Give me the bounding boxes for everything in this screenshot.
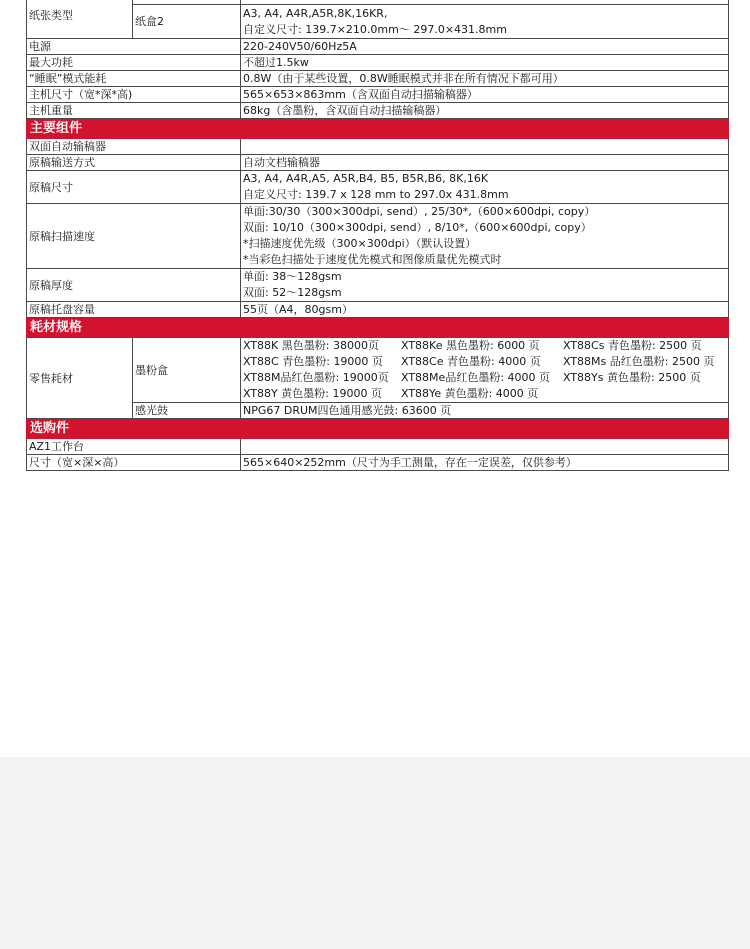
table-row [27, 338, 729, 403]
toner-item: XT88M品红色墨粉: 19000页 [243, 371, 389, 384]
toner-item: XT88Ce 青色墨粉: 4000 页 [401, 355, 541, 368]
spec-label: 最大功耗 [27, 55, 241, 71]
table-row [27, 204, 729, 269]
spec-label: 原稿尺寸 [27, 171, 241, 204]
spec-label: 主机尺寸（宽*深*高) [27, 87, 241, 103]
toner-item: XT88Cs 青色墨粉: 2500 页 [563, 339, 702, 352]
scan-speed-line: 单面:30/30（300×300dpi, send）, 25/30*,（600×600dpi, copy） [243, 205, 596, 218]
paper-type-label: 纸张类型 [27, 0, 133, 39]
spec-value [241, 139, 729, 155]
orig-size-line: A3, A4, A4R,A5, A5R,B4, B5, B5R,B6, 8K,16K [243, 172, 489, 185]
toner-item: XT88C 青色墨粉: 19000 页 [243, 355, 383, 368]
spec-value: 不超过1.5kw [241, 55, 729, 71]
spec-label: 原稿托盘容量 [27, 302, 241, 318]
spec-value: 68kg（含墨粉，含双面自动扫描输稿器） [241, 103, 729, 119]
tray2-sizes: A3, A4, A4R,A5R,8K,16KR, [243, 6, 388, 20]
toner-row [243, 370, 726, 386]
section-title: 主要组件 [27, 119, 729, 139]
table-row [27, 139, 729, 155]
table-row [27, 5, 729, 39]
scan-speed-line: *当彩色扫描处于速度优先模式和图像质量优先模式时 [243, 253, 502, 266]
toner-item [563, 386, 723, 402]
table-row [27, 87, 729, 103]
toner-item: XT88Ke 黑色墨粉: 6000 页 [401, 339, 540, 352]
spec-value: 565×653×863mm（含双面自动扫描输稿器） [241, 87, 729, 103]
scan-speed-line: *扫描速度优先级（300×300dpi）（默认设置） [243, 237, 477, 250]
toner-item: XT88Ye 黄色墨粉: 4000 页 [401, 387, 539, 400]
toner-item: XT88Ms 品红色墨粉: 2500 页 [563, 355, 715, 368]
spec-value: 0.8W（由于某些设置，0.8W睡眠模式并非在所有情况下都可用） [241, 71, 729, 87]
consumables-label: 零售耗材 [27, 338, 133, 419]
spec-value: 55页（A4，80gsm） [241, 302, 729, 318]
toner-item: XT88Me品红色墨粉: 4000 页 [401, 371, 551, 384]
section-title: 选购件 [27, 419, 729, 439]
spec-label: 电源 [27, 39, 241, 55]
toner-row [243, 338, 726, 354]
spec-value [241, 439, 729, 455]
toner-label: 墨粉盒 [133, 338, 241, 403]
spec-label: “睡眠”模式能耗 [27, 71, 241, 87]
table-row [27, 455, 729, 471]
table-row [27, 403, 729, 419]
spec-label: AZ1工作台 [27, 439, 241, 455]
spec-label: 双面自动输稿器 [27, 139, 241, 155]
tray2-custom-size: 自定义尺寸: 139.7×210.0mm～ 297.0×431.8mm [243, 22, 507, 36]
spec-value: 220-240V50/60Hz5A [241, 39, 729, 55]
toner-item: XT88Ys 黄色墨粉: 2500 页 [563, 371, 701, 384]
section-header-options [27, 419, 729, 439]
table-row [27, 155, 729, 171]
table-row [27, 269, 729, 302]
tray2-label: 纸盒2 [133, 5, 241, 39]
section-header-consumables [27, 318, 729, 338]
section-title: 耗材规格 [27, 318, 729, 338]
table-row [27, 171, 729, 204]
thickness-line: 单面: 38～128gsm [243, 270, 342, 283]
orig-size-line: 自定义尺寸: 139.7 x 128 mm to 297.0x 431.8mm [243, 188, 509, 201]
scan-speed-line: 双面: 10/10（300×300dpi, send）, 8/10*,（600×600dpi, copy） [243, 221, 592, 234]
spec-value: 565×640×252mm（尺寸为手工测量，存在一定误差，仅供参考） [241, 455, 729, 471]
spec-value: 自动文档输稿器 [241, 155, 729, 171]
table-row [27, 103, 729, 119]
table-row [27, 302, 729, 318]
thickness-line: 双面: 52～128gsm [243, 286, 342, 299]
spec-label: 尺寸（宽×深×高） [27, 455, 241, 471]
spec-table [26, 0, 729, 471]
toner-row [243, 386, 726, 402]
table-row [27, 39, 729, 55]
toner-item: XT88K 黑色墨粉: 38000页 [243, 339, 379, 352]
spec-label: 主机重量 [27, 103, 241, 119]
page-footer-band [0, 757, 750, 949]
table-row [27, 55, 729, 71]
toner-row [243, 354, 726, 370]
spec-label: 原稿厚度 [27, 269, 241, 302]
table-row [27, 439, 729, 455]
drum-value: NPG67 DRUM四色通用感光鼓: 63600 页 [241, 403, 729, 419]
toner-item: XT88Y 黄色墨粉: 19000 页 [243, 387, 382, 400]
section-header-main [27, 119, 729, 139]
drum-label: 感光鼓 [133, 403, 241, 419]
table-row [27, 71, 729, 87]
spec-label: 原稿扫描速度 [27, 204, 241, 269]
spec-label: 原稿输送方式 [27, 155, 241, 171]
